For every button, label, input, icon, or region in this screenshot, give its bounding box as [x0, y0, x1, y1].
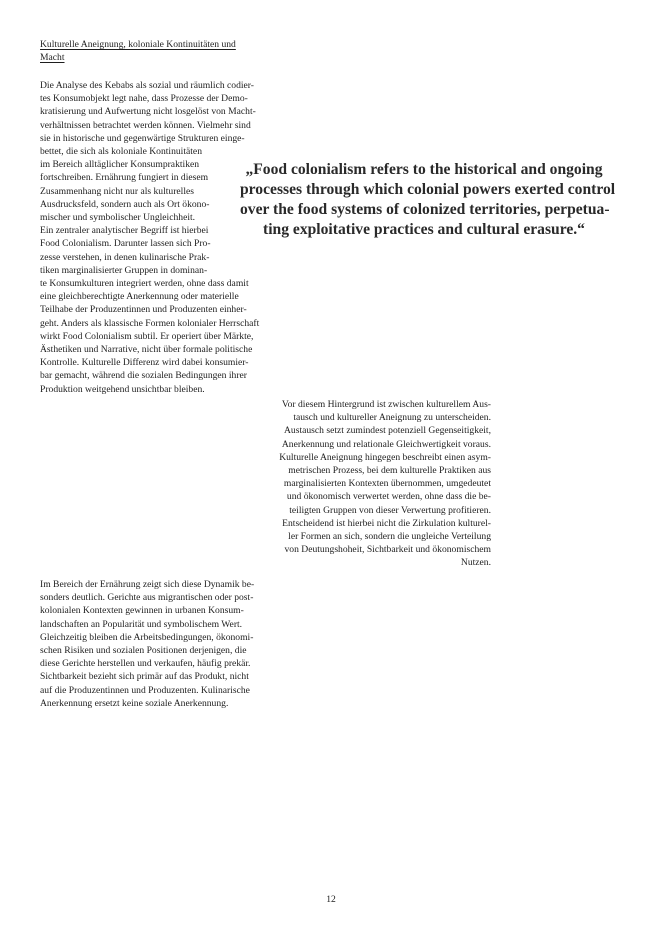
- text-line: Produktion weitgehend unsichtbar bleiben.: [40, 383, 205, 395]
- text-line: Anerkennung und relationale Gleichwertigkeit voraus.: [281, 438, 491, 450]
- text-line: Ein zentraler analytischer Begriff ist hierbei: [40, 225, 209, 237]
- text-line: metrischen Prozess, bei dem kulturelle Praktiken aus: [288, 465, 491, 477]
- text-line: diese Gerichte herstellen und verkaufen, häufig prekär.: [40, 658, 251, 670]
- text-line: sie in historische und gegenwärtige Strukturen einge-: [40, 132, 245, 144]
- text-line: Die Analyse des Kebabs als sozial und räumlich codier-: [40, 80, 255, 91]
- text-line: auf die Produzentinnen und Produzenten. Kulinarische: [40, 684, 250, 696]
- text-line: kratisierung und Aufwertung nicht losgelöst von Macht-: [40, 106, 256, 118]
- text-line: Entscheidend ist hierbei nicht die Zirkulation kulturel-: [282, 517, 491, 529]
- text-line: Gleichzeitig bleiben die Arbeitsbedingungen, ökonomi-: [40, 631, 254, 643]
- text-line: kolonialen Kontexten gewinnen in urbanen Konsum-: [40, 605, 244, 617]
- text-line: bar gemacht, während die sozialen Bedingungen ihrer: [40, 370, 247, 382]
- body-paragraph-bottom: [40, 578, 254, 710]
- text-line: ler Formen an sich, sondern die ungleiche Verteilung: [288, 531, 491, 543]
- text-line: Kontrolle. Kulturelle Differenz wird dabei konsumier-: [40, 357, 249, 369]
- text-line: fortschreiben. Ernährung fungiert in diesem: [40, 172, 209, 184]
- text-line: Vor diesem Hintergrund ist zwischen kulturellem Aus-: [281, 399, 491, 410]
- text-line: Kulturelle Aneignung hingegen beschreibt einen asym-: [279, 451, 491, 463]
- text-line: und ökonomisch verwertet werden, ohne dass die be-: [286, 491, 491, 503]
- text-line: mischer und symbolischer Ungleichheit.: [40, 212, 196, 224]
- quote-line: ting exploitative practices and cultural erasure.“: [263, 221, 585, 238]
- text-line: im Bereich alltäglicher Konsumpraktiken: [40, 159, 200, 171]
- text-line: verhältnissen betrachtet werden können. Vielmehr sind: [40, 119, 251, 131]
- text-line: von Deutungshoheit, Sichtbarkeit und ökonomischem: [284, 544, 491, 556]
- heading-line: Macht: [40, 52, 65, 64]
- body-paragraph-right: [237, 398, 491, 570]
- text-line: tausch und kultureller Aneignung zu unterscheiden.: [293, 412, 491, 424]
- text-line: teiligten Gruppen von dieser Verwertung profitieren.: [289, 504, 491, 516]
- text-line: Im Bereich der Ernährung zeigt sich diese Dynamik be-: [40, 579, 255, 590]
- text-line: Nutzen.: [460, 557, 491, 569]
- text-line: Teilhabe der Produzentinnen und Produzenten einher-: [40, 304, 247, 316]
- quote-line: „Food colonialism refers to the historical and ongoing: [245, 161, 603, 178]
- text-line: sonders deutlich. Gerichte aus migrantischen oder post-: [40, 592, 254, 604]
- text-line: Austausch setzt zumindest potenziell Gegenseitigkeit,: [283, 425, 491, 437]
- text-line: bettet, die sich als koloniale Kontinuitäten: [40, 146, 202, 158]
- text-line: tiken marginalisierter Gruppen in dominan-: [40, 264, 208, 276]
- heading-line: Kulturelle Aneignung, koloniale Kontinuitäten und: [40, 39, 236, 50]
- pull-quote: [240, 160, 616, 240]
- text-line: geht. Anders als klassische Formen kolonialer Herrschaft: [40, 317, 260, 329]
- text-line: te Konsumkulturen integriert werden, ohne dass damit: [40, 278, 249, 290]
- quote-line: over the food systems of colonized territories, perpetua-: [240, 201, 610, 218]
- text-line: tes Konsumobjekt legt nahe, dass Prozesse der Demo-: [40, 93, 248, 105]
- text-line: zesse verstehen, in denen kulinarische Prak-: [40, 251, 210, 263]
- quote-line: processes through which colonial powers exerted control: [240, 181, 616, 198]
- text-line: Ausdrucksfeld, sondern auch als Ort ökono-: [40, 198, 210, 210]
- text-line: Zusammenhang nicht nur als kulturelles: [40, 185, 194, 197]
- text-line: schen Risiken und sozialen Positionen derjenigen, die: [40, 645, 247, 657]
- text-line: eine gleichberechtigte Anerkennung oder materielle: [40, 291, 239, 303]
- text-line: Food Colonialism. Darunter lassen sich Pro-: [40, 238, 211, 250]
- text-line: landschaften an Popularität und symbolischem Wert.: [40, 618, 243, 630]
- text-line: marginalisierten Kontexten übernommen, umgedeutet: [283, 478, 491, 490]
- body-paragraph-left: [40, 79, 259, 396]
- page-number: 12: [326, 894, 336, 905]
- text-line: wirkt Food Colonialism subtil. Er operiert über Märkte,: [40, 330, 254, 342]
- text-line: Anerkennung ersetzt keine soziale Anerkennung.: [40, 697, 229, 709]
- section-heading: [40, 38, 236, 64]
- text-line: Ästhetiken und Narrative, nicht über formale politische: [40, 344, 253, 356]
- text-line: Sichtbarkeit bezieht sich primär auf das Produkt, nicht: [40, 671, 249, 683]
